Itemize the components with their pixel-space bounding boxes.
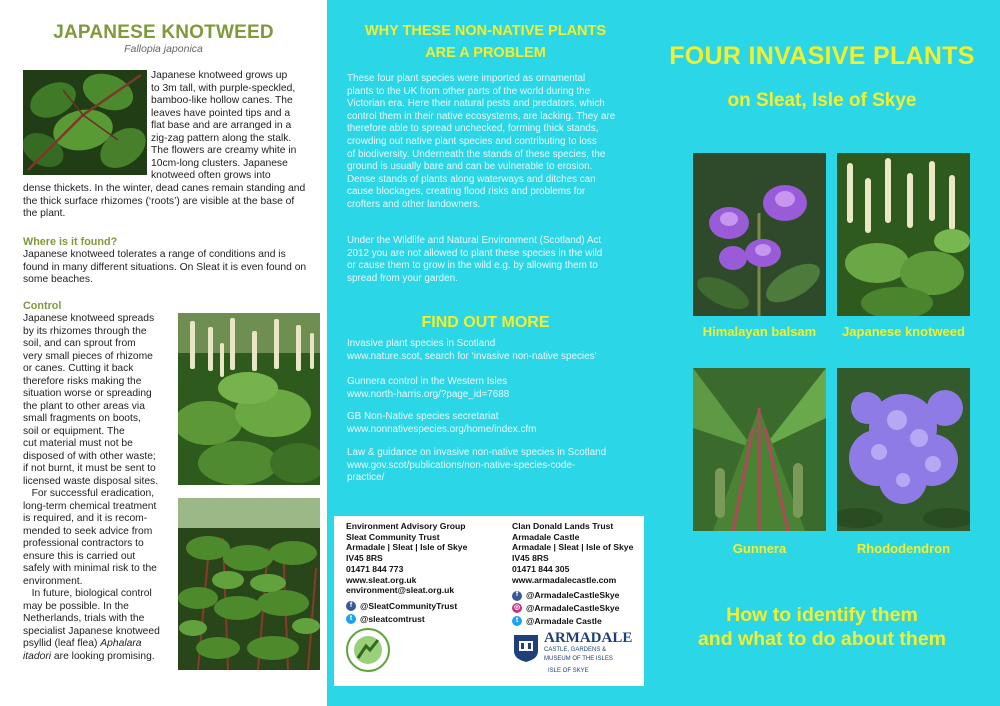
control-line: situation worse or spreading <box>23 388 152 399</box>
control-line <box>23 638 183 651</box>
law-line: 2012 you are not allowed to plant these species in the wild <box>347 247 603 259</box>
twitter-link[interactable] <box>346 614 496 625</box>
control-line: disposed of with other waste; <box>23 450 156 462</box>
instagram-handle: @ArmadaleCastleSkye <box>526 602 620 613</box>
facebook-icon: f <box>346 601 356 611</box>
knotweed-flowers-photo <box>178 313 320 485</box>
problem-line: Dense stands of plants along waterways and ditches can <box>347 173 596 185</box>
intro-line: Japanese knotweed grows up <box>151 70 288 81</box>
problem-line: therefore able to spread unchecked, forming thick stands, <box>347 123 599 135</box>
contact-line: IV45 8RS <box>512 553 549 564</box>
problem-line: These four plant species were imported as ornamental <box>347 73 586 84</box>
facebook-handle: @ArmadaleCastleSkye <box>526 590 620 601</box>
armadale-logo <box>512 631 648 664</box>
facebook-link[interactable] <box>346 601 496 612</box>
find-out-more-heading: FIND OUT MORE <box>421 314 550 331</box>
contact-line: Armadale | Sleat | Isle of Skye <box>346 542 468 553</box>
control-text <box>23 313 183 663</box>
intro-line: leaves have pointed tips and a <box>151 107 291 119</box>
control-line: specialist Japanese knotweed <box>23 625 160 637</box>
control-line: mended to seek advice from <box>23 525 153 537</box>
knotweed-title: JAPANESE KNOTWEED <box>53 22 274 43</box>
control-line: is required, and it is recom- <box>23 513 148 524</box>
contact-sleat <box>346 521 496 675</box>
control-line: small fragments on boots, <box>23 413 141 424</box>
facebook-icon: f <box>512 591 522 601</box>
control-line: soil, and can sprout from <box>23 338 136 349</box>
contact-email[interactable]: environment@sleat.org.uk <box>346 585 455 596</box>
control-line: For successful eradication, <box>23 488 155 499</box>
contact-box <box>334 516 650 686</box>
cover-footer-line1: How to identify them <box>726 604 918 626</box>
control-line: the plant to other areas via <box>23 400 145 412</box>
contact-website[interactable]: www.sleat.org.uk <box>346 574 417 585</box>
control-line: by its rhizomes through the <box>23 325 147 337</box>
intro-line: knotweed often grows into <box>151 170 271 181</box>
contact-armadale <box>512 521 648 677</box>
contact-website[interactable]: www.armadalecastle.com <box>512 574 617 585</box>
armadale-logo-title: ARMADALE <box>544 630 633 647</box>
intro-text-wrapped <box>151 70 323 183</box>
control-line: professional contractors to <box>23 538 144 549</box>
resource-label: Law & guidance on invasive non-native species in Scotland <box>347 447 607 458</box>
problem-heading-line2: ARE A PROBLEM <box>425 45 546 61</box>
control-line: long-term chemical treatment <box>23 500 157 512</box>
caption-himalayan-balsam: Himalayan balsam <box>702 324 817 339</box>
control-line: licensed waste disposal sites. <box>23 475 159 487</box>
problem-paragraph-2 <box>347 235 629 285</box>
problem-line: crowding out native plant species and contributing to loss <box>347 135 597 147</box>
intro-line: 10cm-long clusters. Japanese <box>151 157 288 169</box>
psyllid-latin-genus: Aphalara <box>100 638 142 649</box>
control-line: safely with minimal risk to the <box>23 563 157 574</box>
psyllid-latin-species: itadori <box>23 650 52 662</box>
intro-line: The flowers are creamy white in <box>151 145 297 156</box>
control-line: may be possible. In the <box>23 600 129 612</box>
resource-label: Gunnera control in the Western Isles <box>347 376 508 387</box>
control-line-psyllid: psyllid (leaf flea) <box>23 638 98 649</box>
resource-link-4[interactable] <box>347 447 629 485</box>
resource-label: Invasive plant species in Scotland <box>347 338 496 349</box>
contact-line: IV45 8RS <box>346 553 383 564</box>
contact-line: Armadale Castle <box>512 531 580 542</box>
cover-subtitle: on Sleat, Isle of Skye <box>727 90 917 111</box>
control-line: Japanese knotweed spreads <box>23 313 155 324</box>
resource-url-cont[interactable]: practice/ <box>347 472 385 484</box>
instagram-icon: ◎ <box>512 603 522 613</box>
contact-line: Armadale | Sleat | Isle of Skye <box>512 542 634 553</box>
contact-line: Sleat Community Trust <box>346 531 440 542</box>
armadale-logo-sub: CASTLE, GARDENS & <box>544 647 607 654</box>
twitter-handle: @sleatcomtrust <box>360 613 425 624</box>
intro-text-rest: dense thickets. In the winter, dead canes remain standing and the thick surface rhizomes (‘roots’) are visible at the base of the plant. <box>23 183 306 219</box>
where-text: Japanese knotweed tolerates a range of conditions and is found in many different situations. On Sleat it is even found on some beaches. <box>23 249 307 285</box>
resource-url[interactable]: www.gov.scot/publications/non-native-species-code- <box>347 459 576 471</box>
control-line: therefore risks making the <box>23 375 142 387</box>
control-line: In future, biological control <box>23 588 152 599</box>
knotweed-thicket-photo <box>178 498 320 670</box>
control-line: cut material must not be <box>23 438 133 449</box>
resource-url[interactable]: www.nonnativespecies.org/home/index.cfm <box>347 423 537 435</box>
intro-line: to 3m tall, with purple-speckled, <box>151 82 296 94</box>
caption-japanese-knotweed: Japanese knotweed <box>842 324 965 339</box>
problem-line: of biodiversity. Underneath the stands of these species, the <box>347 148 606 160</box>
twitter-handle: @Armadale Castle <box>526 615 602 626</box>
twitter-link[interactable] <box>512 616 648 627</box>
cover-footer-line2: and what to do about them <box>697 628 947 650</box>
control-heading: Control <box>23 300 62 312</box>
cover-panel <box>644 0 1000 706</box>
control-line: ensure this is carried out <box>23 550 136 562</box>
control-line: Netherlands, trials with the <box>23 613 145 624</box>
law-line: or cause them to grow in the wild e.g. by allowing them to <box>347 260 598 272</box>
control-line: or canes. Cutting it back <box>23 363 134 374</box>
sleat-trust-logo <box>346 628 496 675</box>
facebook-link[interactable] <box>512 590 648 601</box>
intro-line: bamboo-like hollow canes. The <box>151 95 293 106</box>
problem-line: cause blockages, creating flood risks and problems for <box>347 186 586 198</box>
gunnera-photo <box>693 368 826 531</box>
law-line: Under the Wildlife and Natural Environment (Scotland) Act <box>347 235 602 246</box>
control-line <box>23 651 183 664</box>
rhododendron-photo <box>837 368 970 531</box>
knotweed-leaves-photo <box>23 70 147 175</box>
law-line: spread from your garden. <box>347 272 458 284</box>
resource-url[interactable]: www.nature.scot, search for ‘invasive non-native species’ <box>347 350 597 362</box>
himalayan-balsam-photo <box>693 153 826 316</box>
armadale-logo-location: ISLE OF SKYE <box>548 668 589 675</box>
resource-url[interactable]: www.north-harris.org/?page_id=7688 <box>347 388 510 400</box>
resource-link-1[interactable] <box>347 338 629 363</box>
control-line: very small pieces of rhizome <box>23 350 153 362</box>
problem-line: Victorian era. Here their natural pests and predators, which <box>347 98 605 110</box>
cover-title: FOUR INVASIVE PLANTS <box>669 42 975 70</box>
problem-paragraph-1 <box>347 73 629 212</box>
resource-link-2[interactable] <box>347 376 629 401</box>
control-line: soil or equipment. The <box>23 425 125 437</box>
contact-line: Environment Advisory Group <box>346 521 466 531</box>
intro-line: zig-zag pattern along the stalk. <box>151 132 292 144</box>
control-end: are looking promising. <box>53 650 155 662</box>
problem-heading-line1: WHY THESE NON-NATIVE PLANTS <box>364 23 607 39</box>
intro-line: flat base and are arranged in a <box>151 120 292 131</box>
twitter-icon: t <box>346 614 356 624</box>
control-line: environment. <box>23 575 83 587</box>
contact-line: 01471 844 305 <box>512 563 570 574</box>
resource-label: GB Non-Native species secretariat <box>347 411 499 422</box>
knotweed-latin-name: Fallopia japonica <box>124 43 203 55</box>
resource-link-3[interactable] <box>347 411 629 436</box>
caption-gunnera: Gunnera <box>732 541 787 556</box>
problem-line: control them in their native ecosystems, are lacking. They are <box>347 110 616 122</box>
contact-line: Clan Donald Lands Trust <box>512 521 614 531</box>
knotweed-panel <box>0 0 327 706</box>
where-heading: Where is it found? <box>23 236 118 248</box>
caption-rhododendron: Rhododendron <box>856 541 951 556</box>
problem-line: plants to the UK from other parts of the world during the <box>347 85 591 97</box>
japanese-knotweed-photo <box>837 153 970 316</box>
armadale-logo-sub: MUSEUM OF THE ISLES <box>544 656 613 663</box>
facebook-handle: @SleatCommunityTrust <box>360 600 458 611</box>
problem-line: crofters and other landowners. <box>347 198 481 210</box>
armadale-crest-icon <box>512 633 540 663</box>
twitter-icon: t <box>512 616 522 626</box>
contact-line: 01471 844 773 <box>346 563 404 574</box>
instagram-link[interactable] <box>512 603 648 614</box>
problem-line: ground is usually bare and can be vulnerable to erosion. <box>347 161 593 173</box>
control-line: if not burnt, it must be sent to <box>23 463 156 474</box>
